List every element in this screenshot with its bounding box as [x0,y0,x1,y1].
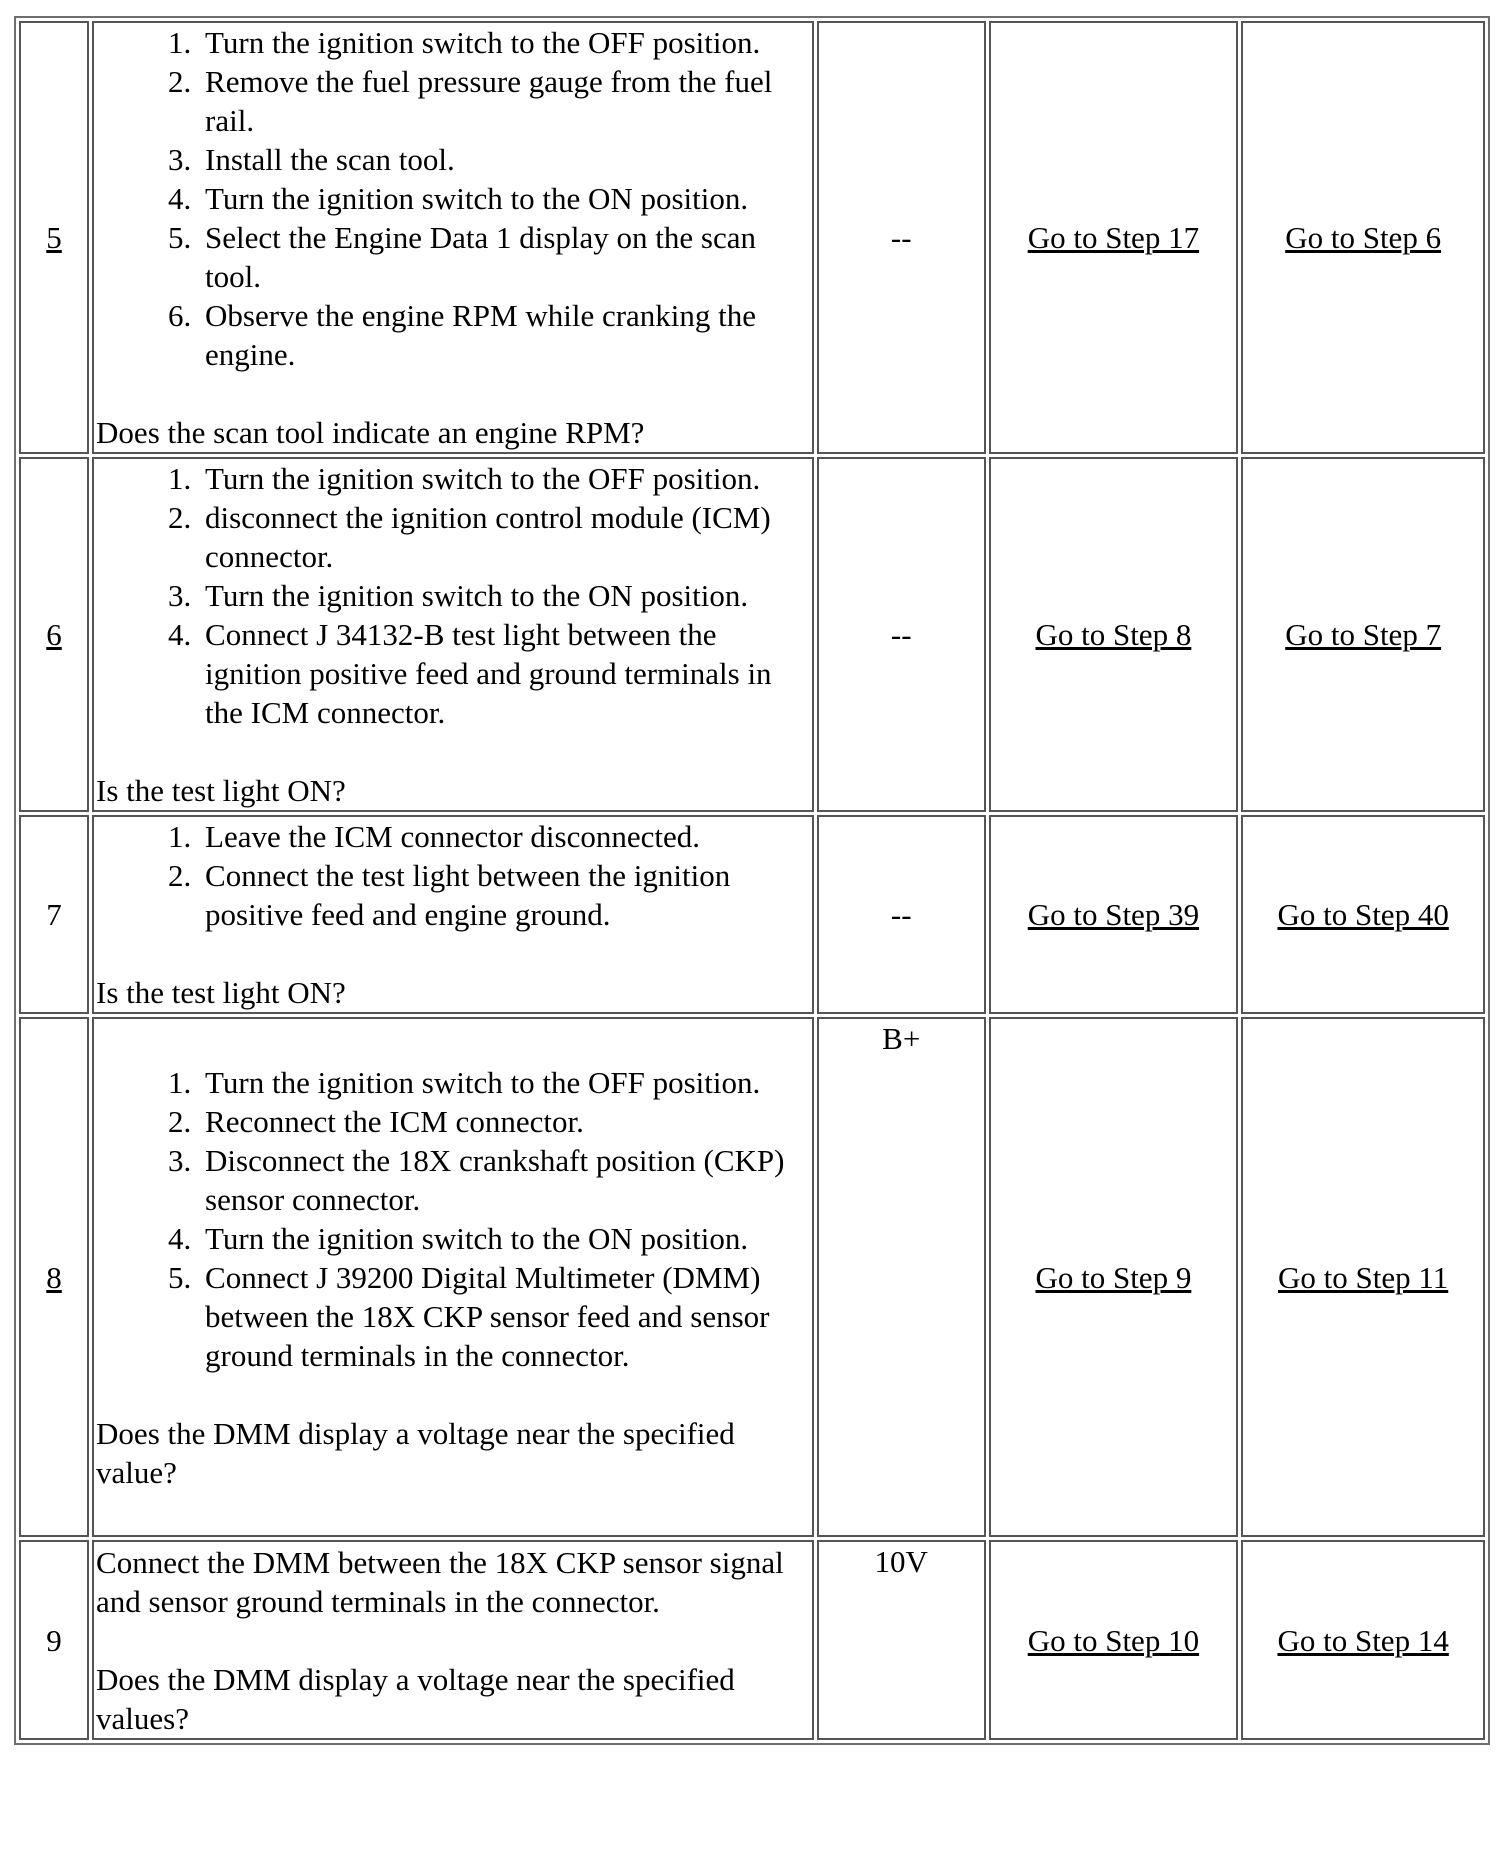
action-list [96,459,810,732]
action-item: 4. Turn the ignition switch to the ON position. [199,179,810,218]
action-item: 1. Turn the ignition switch to the OFF position. [199,1063,810,1102]
action-cell [92,21,814,454]
yes-cell [989,21,1239,454]
action-item: 2. Remove the fuel pressure gauge from the fuel rail. [199,62,810,140]
yes-link[interactable]: Go to Step 8 [1035,617,1192,652]
yes-link[interactable]: Go to Step 10 [1027,1622,1200,1658]
question-text: Is the test light ON? [96,975,346,1010]
table-row-step-7 [19,815,1485,1014]
diagnostic-table [14,16,1490,1745]
action-item: 4. Turn the ignition switch to the ON position. [199,1219,810,1258]
yes-cell [989,1017,1239,1537]
no-link[interactable]: Go to Step 40 [1277,897,1449,932]
action-item: 3. Disconnect the 18X crankshaft position (CKP) sensor connector. [199,1141,810,1219]
action-list [96,1063,810,1375]
step-link[interactable]: 6 [46,617,62,652]
question-text: Does the DMM display a voltage near the specified value? [96,1415,735,1490]
table-row-step-6 [19,457,1485,812]
instruction-text: Connect the DMM between the 18X CKP sensor signal and sensor ground terminals in the connector. [96,1544,784,1619]
action-list [96,23,810,374]
yes-link[interactable]: Go to Step 17 [1027,220,1200,255]
action-item: 3. Turn the ignition switch to the ON position. [199,576,810,615]
value-cell: 10V [817,1540,986,1740]
action-cell [92,1540,814,1740]
step-link[interactable]: 8 [46,1259,62,1295]
action-item: 4. Connect J 34132-B test light between the ignition positive feed and ground terminals in the ICM connector. [199,615,810,732]
step-link[interactable]: 5 [46,220,62,255]
yes-link[interactable]: Go to Step 39 [1027,897,1200,932]
action-item: 1. Turn the ignition switch to the OFF position. [199,459,810,498]
action-item: 5. Select the Engine Data 1 display on the scan tool. [199,218,810,296]
yes-cell [989,815,1239,1014]
diagnostic-table-container [14,16,1490,1745]
table-row-step-8 [19,1017,1485,1537]
value-cell: B+ [817,1017,986,1537]
table-row-step-9 [19,1540,1485,1740]
no-link[interactable]: Go to Step 14 [1277,1622,1449,1658]
question-text: Is the test light ON? [96,773,346,808]
no-cell [1241,1017,1485,1537]
action-item: 1. Leave the ICM connector disconnected. [199,817,810,856]
action-item: 2. Reconnect the ICM connector. [199,1102,810,1141]
no-link[interactable]: Go to Step 11 [1278,1259,1449,1295]
value-cell: -- [817,457,986,812]
action-item: 2. Connect the test light between the ignition positive feed and engine ground. [199,856,810,934]
step-number-cell [19,21,89,454]
action-cell [92,815,814,1014]
action-cell [92,457,814,812]
step-number-cell: 7 [19,815,89,1014]
no-cell [1241,1540,1485,1740]
yes-cell [989,457,1239,812]
step-number-cell [19,1017,89,1537]
no-cell [1241,21,1485,454]
step-number-cell: 9 [19,1540,89,1740]
table-row-step-5 [19,21,1485,454]
no-cell [1241,815,1485,1014]
yes-cell [989,1540,1239,1740]
action-item: 2. disconnect the ignition control module (ICM) connector. [199,498,810,576]
no-link[interactable]: Go to Step 7 [1285,617,1442,652]
step-number-cell [19,457,89,812]
yes-link[interactable]: Go to Step 9 [1035,1259,1192,1295]
action-item: 3. Install the scan tool. [199,140,810,179]
no-link[interactable]: Go to Step 6 [1285,220,1442,255]
action-item: 1. Turn the ignition switch to the OFF position. [199,23,810,62]
value-cell: -- [817,21,986,454]
action-cell [92,1017,814,1537]
question-text: Does the DMM display a voltage near the specified values? [96,1661,735,1736]
no-cell [1241,457,1485,812]
action-item: 5. Connect J 39200 Digital Multimeter (DMM) between the 18X CKP sensor feed and sensor ground terminals in the connector. [199,1258,810,1375]
value-cell: -- [817,815,986,1014]
question-text: Does the scan tool indicate an engine RPM? [96,415,645,450]
action-item: 6. Observe the engine RPM while cranking the engine. [199,296,810,374]
action-list [96,817,810,934]
